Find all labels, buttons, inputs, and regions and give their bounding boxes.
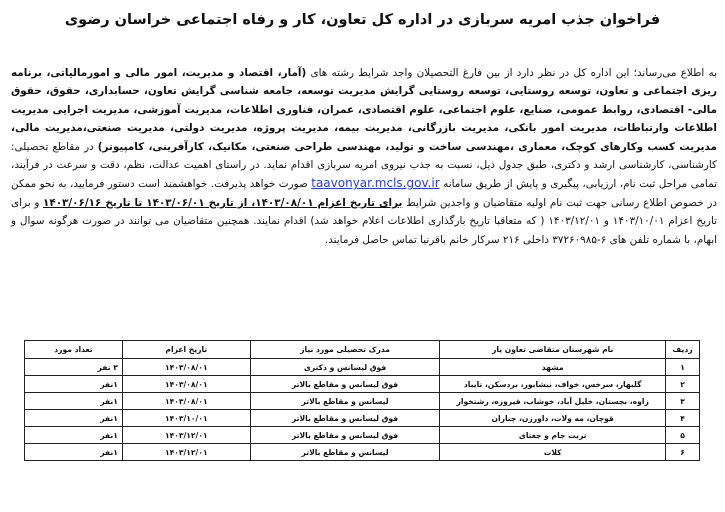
announcement-paragraph (11, 64, 717, 249)
degree-cell: لیسانس و مقاطع بالاتر (250, 393, 440, 410)
degree-cell: فوق لیسانس و مقاطع بالاتر (250, 410, 440, 427)
row-number: ۱ (666, 359, 700, 376)
row-number: ۶ (666, 444, 700, 461)
degree-cell: فوق لیسانس و دکتری (250, 359, 440, 376)
row-number: ۲ (666, 376, 700, 393)
table-row (25, 393, 700, 410)
count-cell: ۱نفر (25, 393, 123, 410)
grades-text: در مقاطع تحصیلی: کارشناسی، کارشناسی ارشد و دکتری، طبق جدول ذیل، نسبت به جذب نیروی امریه سربازی اقدام نماید. در راستای اهمیت عدالت، نظم، دقت و سرعت در فرآیند، تمامی مراحل ثبت نام، ارزیابی، پیگیری و پایش از طریق سامانه (11, 140, 717, 191)
city-cell: تربت جام و جغتای (440, 427, 666, 444)
count-cell: ۱نفر (25, 410, 123, 427)
request-text: صورت خواهد پذیرفت. خواهشمند است دستور فرمایید، به نحو ممکن در خصوص اطلاع رسانی جهت ثبت نام اولیه متقاضیان و واجدین شرایط (11, 178, 717, 209)
header-degree: مدرک تحصیلی مورد نیاز (250, 341, 440, 359)
count-cell: ۱نفر (25, 427, 123, 444)
count-cell: ۳ نفر (25, 359, 123, 376)
fields-list: (آمار، اقتصاد و مدیریت، امور مالی و امورمالیاتی، برنامه ریزی اجتماعی و تعاون، توسعه روستایی، توسعه روستایی گرایش مدیریت توسعه، جامعه شناسی گرایش تعاون، حسابداری، حقوق، حقوق مالی- اقتصادی، روابط عمومی، صنایع، علوم اجتماعی، علوم اقتصادی، عمران، فناوری اطلاعات، مدیریت آموزشی، مدیریت اجرایی مدیریت اطلاعات وارتباطات، مدیریت امور بانکی، مدیریت بازرگانی، مدیریت بیمه، مدیریت پروژه، مدیریت دولتی، مدیریت صنعتی،مدیریت مالی، مدیریت کسب وکارهای کوچک، معماری ،مهندسی ساخت و تولید، مهندسی طراحی صنعتی، مکانیک، کارآفرینی، کامپیوتر) (11, 67, 717, 153)
page-title: فراخوان جذب امریه سربازی در اداره کل تعاون، کار و رفاه اجتماعی خراسان رضوی (64, 12, 661, 28)
row-number: ۴ (666, 410, 700, 427)
table-row (25, 376, 700, 393)
date-cell: ۱۴۰۳/۱۰/۰۱ (122, 410, 250, 427)
contact-text: و برای تاریخ اعزام ۱۴۰۳/۱۰/۰۱ و ۱۴۰۳/۱۲/۰۱ ( که متعاقبا تاریخ بارگذاری اطلاعات اعلام خواهد شد) اقدام نمایند. همچنین متقاضیان می توانند در صورت هرگونه سوال و ابهام، با شماره تلفن های ۶-۳۷۲۶۰۹۸۵ داخلی ۲۱۶ سرکار خانم باقرنیا تماس حاصل فرمایند. (11, 196, 717, 246)
header-city: نام شهرستان متقاضی تعاون یار (440, 341, 666, 359)
header-row-number: ردیف (666, 341, 700, 359)
system-link[interactable]: taavonyar.mcls.gov.ir (311, 176, 440, 191)
date-cell: ۱۴۰۳/۰۸/۰۱ (122, 393, 250, 410)
date-cell: ۱۴۰۳/۱۲/۰۱ (122, 444, 250, 461)
table-row (25, 427, 700, 444)
city-cell: قوچان، مه ولات، داورزن، چناران (440, 410, 666, 427)
degree-cell: لیسانس و مقاطع بالاتر (250, 444, 440, 461)
degree-cell: فوق لیسانس و مقاطع بالاتر (250, 427, 440, 444)
count-cell: ۱نفر (25, 376, 123, 393)
intro-text: به اطلاع می‌رساند؛ این اداره کل در نظر دارد از بین فارغ التحصیلان واجد شرایط رشته های (306, 67, 717, 79)
table-row (25, 359, 700, 376)
table-row (25, 444, 700, 461)
degree-cell: فوق لیسانس و مقاطع بالاتر (250, 376, 440, 393)
header-dispatch-date: تاریخ اعزام (122, 341, 250, 359)
row-number: ۵ (666, 427, 700, 444)
count-cell: ۱نفر (25, 444, 123, 461)
date-cell: ۱۴۰۳/۰۸/۰۱ (122, 376, 250, 393)
table-header-row (25, 341, 700, 359)
city-cell: مشهد (440, 359, 666, 376)
header-count: تعداد مورد (25, 341, 123, 359)
date-cell: ۱۴۰۳/۰۸/۰۱ (122, 359, 250, 376)
city-cell: کلات (440, 444, 666, 461)
row-number: ۳ (666, 393, 700, 410)
deadline-text: برای تاریخ اعزام ۱۴۰۳/۰۸/۰۱، از تاریخ ۱۴۰۳/۰۶/۰۱ تا تاریخ ۱۴۰۳/۰۶/۱۶ (43, 196, 403, 209)
recruitment-table (24, 340, 700, 461)
date-cell: ۱۴۰۳/۱۲/۰۱ (122, 427, 250, 444)
city-cell: گلبهار، سرخس، خواف، نیشابور، بردسکن، تایباد (440, 376, 666, 393)
table-row (25, 410, 700, 427)
city-cell: زاوه، بجستان، خلیل آباد، خوشاب، فیروزه، رشتخوار (440, 393, 666, 410)
